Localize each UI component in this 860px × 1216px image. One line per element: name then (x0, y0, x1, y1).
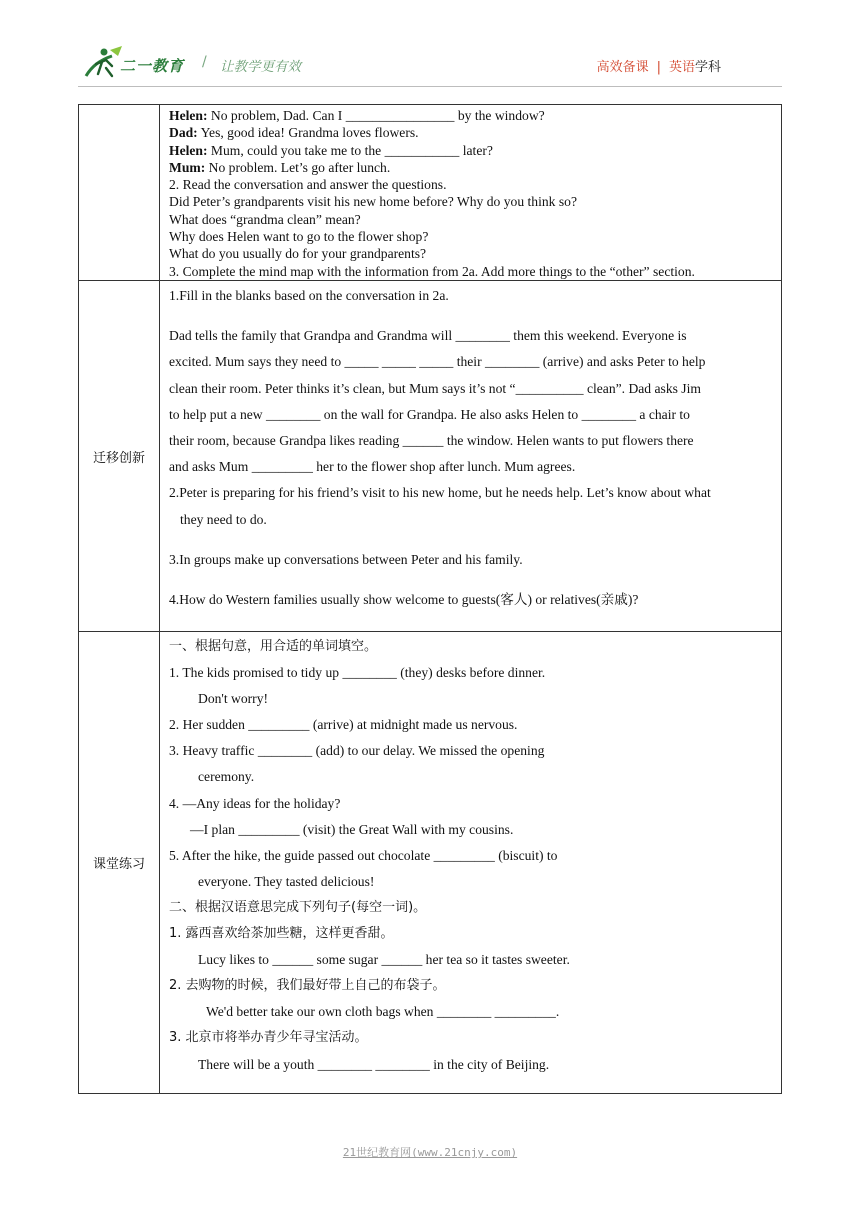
row-content (160, 281, 781, 631)
row-content (160, 632, 781, 1093)
dialogue-text: No problem, Dad. Can I ________________ by the window? (207, 108, 545, 123)
translation-prompt: 1. 露西喜欢给茶加些糖，这样更香甜。 (169, 926, 394, 942)
exercise-line: 3. Heavy traffic ________ (add) to our delay. We missed the opening (169, 743, 545, 759)
exercise-line: everyone. They tasted delicious! (198, 873, 375, 889)
cloze-line: and asks Mum _________ her to the flower shop after lunch. Mum agrees. (169, 459, 576, 475)
task-title: 1.Fill in the blanks based on the conversation in 2a. (169, 288, 449, 303)
row-label: 课堂练习 (79, 632, 160, 1093)
cloze-line: clean their room. Peter thinks it’s clean, but Mum says it’s not “__________ clean”. Dad asks Jim (169, 380, 701, 396)
exercise-line: 1. The kids promised to tidy up ________ (they) desks before dinner. (169, 665, 546, 681)
exercise-line: 5. After the hike, the guide passed out chocolate _________ (biscuit) to (169, 847, 558, 863)
speaker: Dad: (169, 125, 198, 141)
header-divider (78, 86, 782, 87)
row-label: 迁移创新 (79, 281, 160, 631)
translation-answer-line: There will be a youth ________ ________ in the city of Beijing. (198, 1056, 550, 1072)
translation-prompt: 2. 去购物的时候，我们最好带上自己的布袋子。 (169, 978, 446, 994)
speaker: Helen: (169, 142, 208, 158)
question-line: What does “grandma clean” mean? (169, 211, 361, 227)
exercise-line: —I plan _________ (visit) the Great Wall with my cousins. (190, 821, 514, 837)
lesson-table (78, 104, 782, 1094)
instruction-line: 3. Complete the mind map with the information from 2a. Add more things to the “other” section. (169, 263, 695, 279)
translation-prompt: 3. 北京市将举办青少年寻宝活动。 (169, 1030, 368, 1046)
translation-answer-line: We'd better take our own cloth bags when ________ _________. (206, 1004, 560, 1020)
slogan: 让教学更有效 (220, 59, 301, 75)
header-subject: 英语 (668, 60, 695, 75)
logo-text: 二一教育 (120, 57, 185, 75)
question-line: Why does Helen want to go to the flower shop? (169, 229, 429, 245)
row-content (160, 105, 781, 280)
header-right-part1: 高效备课 (596, 60, 649, 75)
speaker: Helen: (169, 108, 208, 123)
dialogue-line (169, 107, 775, 124)
cloze-line: to help put a new ________ on the wall for Grandpa. He also asks Helen to ________ a chair to (169, 406, 690, 422)
table-row (79, 105, 781, 280)
header-separator: | (656, 60, 661, 75)
exercise-line: Don't worry! (198, 691, 269, 707)
exercise-line: 2. Her sudden _________ (arrive) at midnight made us nervous. (169, 717, 518, 733)
table-row (79, 280, 781, 631)
task-item: 2.Peter is preparing for his friend’s visit to his new home, but he needs help. Let’s know about what (169, 485, 711, 501)
dialogue-line (169, 124, 775, 141)
cloze-line: Dad tells the family that Grandpa and Grandma will ________ them this weekend. Everyone is (169, 328, 687, 344)
dialogue-text: Yes, good idea! Grandma loves flowers. (197, 125, 419, 141)
dialogue-line (169, 142, 775, 159)
header-subject-suffix: 学科 (694, 60, 721, 75)
dialogue-line (169, 159, 775, 176)
section-heading: 二、根据汉语意思完成下列句子(每空一词)。 (169, 899, 427, 915)
footer-link[interactable]: 21世纪教育网(www.21cnjy.com) (342, 1146, 518, 1159)
translation-answer-line: Lucy likes to ______ some sugar ______ her tea so it tastes sweeter. (198, 952, 570, 968)
task-item: 4.How do Western families usually show welcome to guests(客人) or relatives(亲戚)? (169, 592, 639, 608)
question-line: Did Peter’s grandparents visit his new home before? Why do you think so? (169, 194, 577, 210)
cloze-line: their room, because Grandpa likes reading ______ the window. Helen wants to put flowers there (169, 433, 694, 449)
section-heading: 一、根据句意，用合适的单词填空。 (169, 639, 378, 654)
subject-header (597, 56, 721, 75)
instruction-line: 2. Read the conversation and answer the questions. (169, 177, 447, 193)
task-item-continuation: they need to do. (180, 511, 267, 527)
exercise-line: 4. —Any ideas for the holiday? (169, 795, 341, 811)
question-line: What do you usually do for your grandparents? (169, 246, 427, 262)
row-label (79, 105, 160, 280)
exercise-line: ceremony. (198, 769, 255, 785)
speaker: Mum: (169, 159, 206, 175)
dialogue-text: Mum, could you take me to the ___________ later? (207, 142, 493, 158)
cloze-line: excited. Mum says they need to _____ _____ _____ their ________ (arrive) and asks Peter to help (169, 354, 706, 370)
dialogue-text: No problem. Let’s go after lunch. (205, 159, 391, 175)
slogan-separator: / (202, 54, 207, 70)
table-row (79, 631, 781, 1093)
page-header (0, 0, 860, 90)
task-item: 3.In groups make up conversations between Peter and his family. (169, 551, 523, 567)
